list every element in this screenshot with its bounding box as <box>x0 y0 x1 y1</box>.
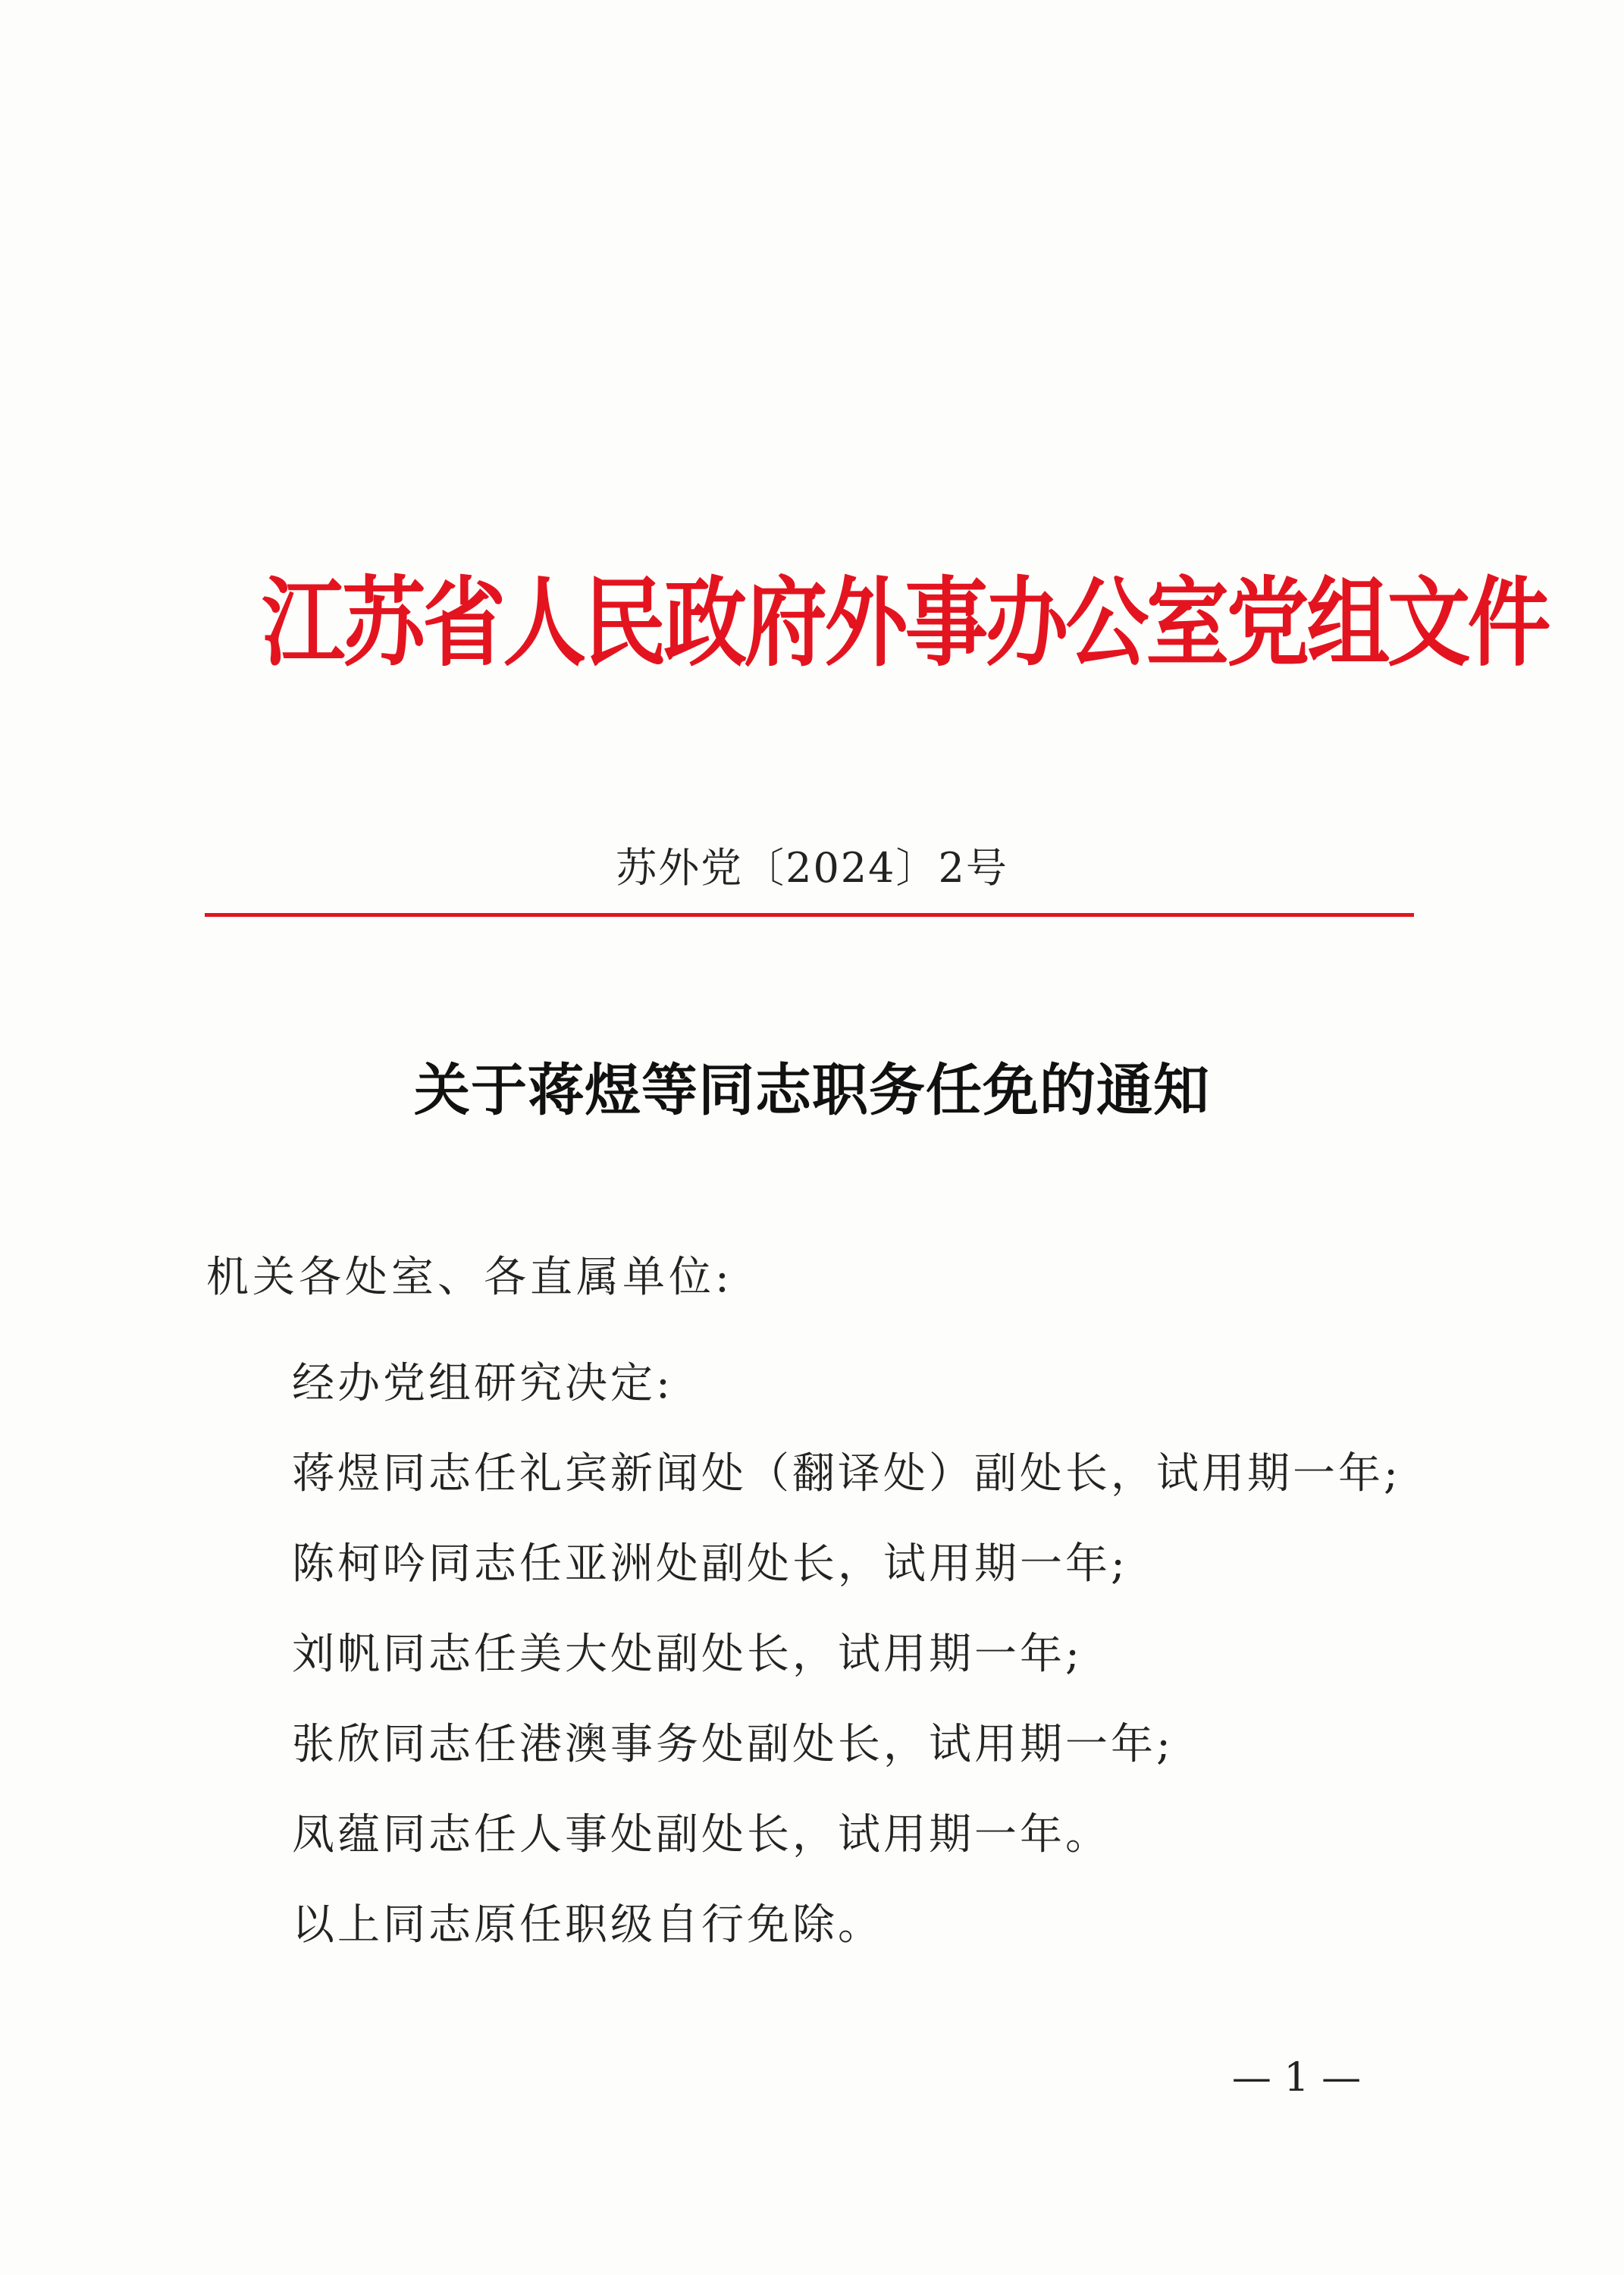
body-paragraph: 经办党组研究决定: <box>292 1359 673 1408</box>
body-paragraph: 张欣同志任港澳事务处副处长，试用期一年; <box>292 1720 1174 1769</box>
salutation: 机关各处室、各直属单位: <box>206 1253 733 1302</box>
page-number: — 1 — <box>1231 2055 1362 2101</box>
red-separator-line <box>205 913 1414 917</box>
body-paragraph: 陈柯吟同志任亚洲处副处长，试用期一年; <box>292 1539 1128 1589</box>
notice-title: 关于蒋煜等同志职务任免的通知 <box>414 1058 1210 1123</box>
notice-body <box>292 1338 1475 1970</box>
body-paragraph: 蒋煜同志任礼宾新闻处（翻译处）副处长，试用期一年; <box>292 1449 1401 1498</box>
body-paragraph: 刘帆同志任美大处副处长，试用期一年; <box>292 1630 1083 1679</box>
document-number: 苏外党〔2024〕2号 <box>616 844 1008 892</box>
red-header-title: 江苏省人民政府外事办公室党组文件 <box>262 565 1548 679</box>
body-paragraph: 凤蕴同志任人事处副处长，试用期一年。 <box>292 1810 1111 1859</box>
body-paragraph: 以上同志原任职级自行免除。 <box>292 1900 883 1950</box>
